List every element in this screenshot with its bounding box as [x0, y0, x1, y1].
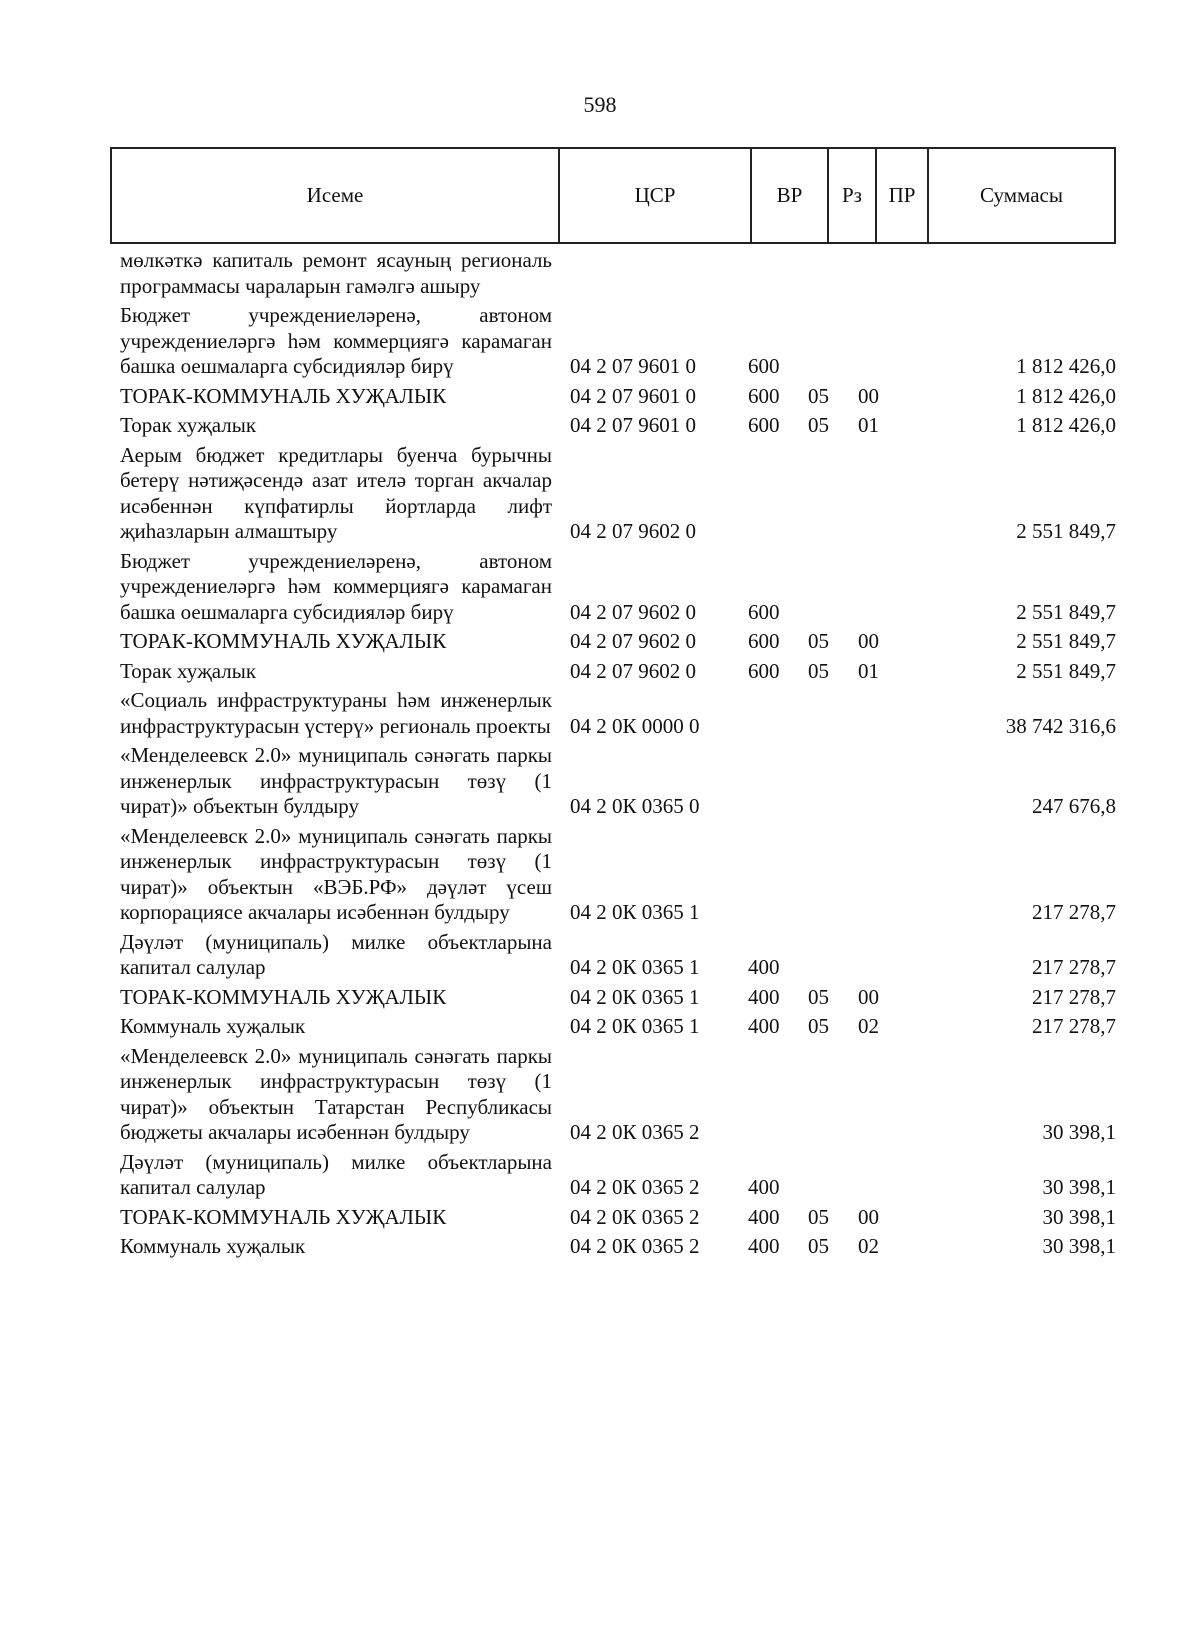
row-sum: 30 398,1 [1042, 1204, 1116, 1229]
row-vr: 600 [748, 658, 780, 683]
row-rz: 05 [808, 984, 829, 1009]
row-csr: 04 2 07 9602 0 [570, 599, 696, 624]
row-name: ТОРАК-КОММУНАЛЬ ХУҖАЛЫК [120, 984, 447, 1009]
page-number: 598 [583, 92, 617, 117]
row-csr: 04 2 07 9602 0 [570, 629, 696, 653]
table-row [120, 1044, 1116, 1146]
table-row [120, 824, 1116, 926]
row-pr: 02 [858, 1234, 879, 1258]
row-vr: 400 [748, 955, 780, 979]
row-sum: 217 278,7 [1032, 984, 1116, 1009]
row-csr: 04 2 0К 0000 0 [570, 713, 700, 738]
header-name: Исеме [112, 149, 560, 242]
table-row [120, 659, 1116, 685]
row-rz: 05 [808, 1204, 829, 1229]
row-name: ТОРАК-КОММУНАЛЬ ХУҖАЛЫК [120, 383, 447, 408]
row-name: Бюджет учреждениеләренә, автоном учреждениеләргә һәм коммерциягә карамаган башка оешмаларга субсидияләр бирү [120, 303, 552, 378]
row-csr: 04 2 0К 0365 2 [570, 1234, 700, 1258]
row-csr: 04 2 0К 0365 2 [570, 1120, 700, 1144]
table-row [120, 303, 1116, 380]
row-csr: 04 2 07 9601 0 [570, 413, 696, 437]
row-rz: 05 [808, 413, 829, 437]
table-row [120, 688, 1116, 739]
row-csr: 04 2 07 9602 0 [570, 519, 696, 543]
row-name: «Менделеевск 2.0» муниципаль сәнәгать паркы инженерлык инфраструктурасын төзү (1 чират)» объектын булдыру [120, 743, 552, 818]
row-vr: 400 [748, 1204, 780, 1229]
row-csr: 04 2 0К 0365 1 [570, 900, 700, 924]
row-name: Аерым бюджет кредитлары буенча бурычны бетерү нәтиҗәсендә азат ителә торган акчалар исәбеннән күпфатирлы йортларда лифт җиһазларын алмаштыру [120, 442, 552, 543]
row-vr: 600 [748, 629, 780, 653]
row-sum: 38 742 316,6 [1005, 713, 1116, 738]
row-name: Дәүләт (муниципаль) милке объектларына капитал салулар [120, 1149, 552, 1199]
table-row [120, 413, 1116, 439]
row-csr: 04 2 0К 0365 2 [570, 1204, 700, 1229]
row-csr: 04 2 07 9601 0 [570, 354, 696, 378]
table-row [120, 985, 1116, 1011]
row-sum: 247 676,8 [1032, 794, 1116, 818]
row-csr: 04 2 07 9602 0 [570, 658, 696, 683]
row-sum: 30 398,1 [1042, 1175, 1116, 1199]
row-sum: 2 551 849,7 [1016, 629, 1116, 653]
row-vr: 400 [748, 984, 780, 1009]
row-csr: 04 2 07 9601 0 [570, 383, 696, 408]
row-csr: 04 2 0К 0365 1 [570, 1014, 700, 1038]
row-pr: 00 [858, 629, 879, 653]
row-sum: 217 278,7 [1032, 1014, 1116, 1038]
row-csr: 04 2 0К 0365 2 [570, 1175, 700, 1199]
table-row [120, 930, 1116, 981]
table-header [110, 147, 1116, 244]
row-rz: 05 [808, 629, 829, 653]
row-vr: 400 [748, 1234, 780, 1258]
row-sum: 1 812 426,0 [1016, 413, 1116, 437]
header-pr: ПР [877, 149, 929, 242]
row-vr: 400 [748, 1175, 780, 1199]
table-row [120, 743, 1116, 820]
row-name: Бюджет учреждениеләренә, автоном учреждениеләргә һәм коммерциягә карамаган башка оешмаларга субсидияләр бирү [120, 548, 552, 624]
header-sum: Суммасы [980, 183, 1063, 207]
row-name: ТОРАК-КОММУНАЛЬ ХУҖАЛЫК [120, 629, 447, 653]
header-vr: ВР [752, 149, 829, 242]
row-sum: 1 812 426,0 [1016, 354, 1116, 378]
row-rz: 05 [808, 658, 829, 683]
row-sum: 2 551 849,7 [1016, 599, 1116, 624]
row-vr: 600 [748, 599, 780, 624]
row-sum: 217 278,7 [1032, 900, 1116, 924]
row-name: Торак хуҗалык [120, 413, 257, 437]
row-pr: 01 [858, 658, 879, 683]
row-name: Торак хуҗалык [120, 658, 257, 683]
row-name: «Социаль инфраструктураны һәм инженерлык инфраструктурасын үстерү» региональ проекты [120, 688, 552, 738]
row-sum: 2 551 849,7 [1016, 519, 1116, 543]
row-name: ТОРАК-КОММУНАЛЬ ХУҖАЛЫК [120, 1204, 447, 1229]
row-name: Коммуналь хуҗалык [120, 1014, 306, 1038]
table-row [120, 1234, 1116, 1260]
row-sum: 30 398,1 [1042, 1120, 1116, 1144]
row-csr: 04 2 0К 0365 1 [570, 955, 700, 979]
table-row [120, 549, 1116, 626]
row-sum: 2 551 849,7 [1016, 658, 1116, 683]
row-name: Дәүләт (муниципаль) милке объектларына капитал салулар [120, 929, 552, 979]
row-pr: 01 [858, 413, 879, 437]
row-pr: 02 [858, 1014, 879, 1038]
table-row [120, 1150, 1116, 1201]
table-row [120, 1014, 1116, 1040]
row-sum: 1 812 426,0 [1016, 383, 1116, 408]
row-pr: 00 [858, 383, 879, 408]
row-csr: 04 2 0К 0365 0 [570, 794, 700, 818]
row-rz: 05 [808, 1234, 829, 1258]
row-name: «Менделеевск 2.0» муниципаль сәнәгать паркы инженерлык инфраструктурасын төзү (1 чират)» объектын «ВЭБ.РФ» дәүләт үсеш корпорациясе акчалары исәбеннән булдыру [120, 823, 552, 924]
table-row [120, 629, 1116, 655]
row-csr: 04 2 0К 0365 1 [570, 984, 700, 1009]
row-vr: 600 [748, 383, 780, 408]
table-row [120, 443, 1116, 545]
row-sum: 217 278,7 [1032, 955, 1116, 979]
row-vr: 600 [748, 413, 780, 437]
table-body [120, 248, 1116, 1264]
table-row [120, 1205, 1116, 1231]
table-row [120, 384, 1116, 410]
header-rz: Рз [829, 149, 877, 242]
header-csr: ЦСР [560, 149, 752, 242]
row-sum: 30 398,1 [1042, 1234, 1116, 1258]
row-vr: 400 [748, 1014, 780, 1038]
row-name: мөлкәткә капиталь ремонт ясауның региональ программасы чараларын гамәлгә ашыру [120, 248, 552, 298]
row-vr: 600 [748, 354, 780, 378]
row-rz: 05 [808, 1014, 829, 1038]
row-name: «Менделеевск 2.0» муниципаль сәнәгать паркы инженерлык инфраструктурасын төзү (1 чират)» объектын Татарстан Республикасы бюджеты акчалары исәбеннән булдыру [120, 1043, 552, 1144]
row-pr: 00 [858, 984, 879, 1009]
row-pr: 00 [858, 1204, 879, 1229]
row-rz: 05 [808, 383, 829, 408]
row-name: Коммуналь хуҗалык [120, 1234, 306, 1258]
table-row [120, 248, 1116, 299]
